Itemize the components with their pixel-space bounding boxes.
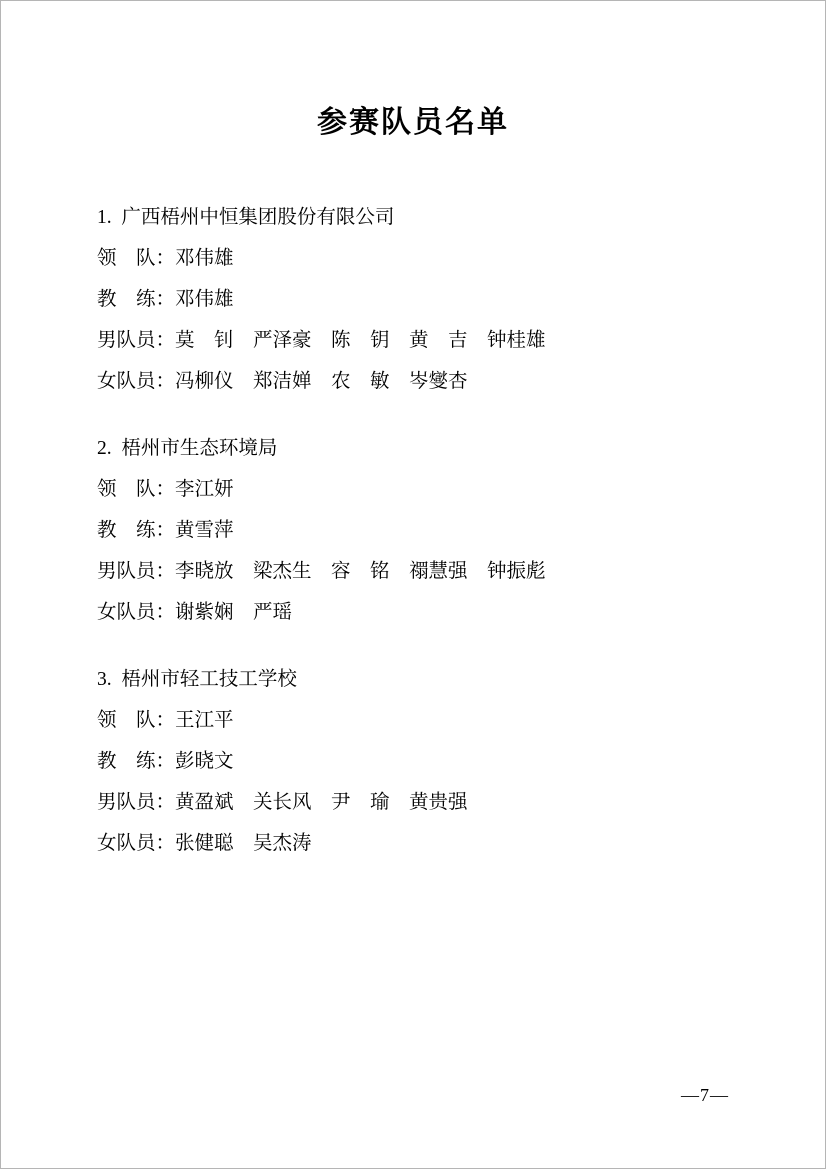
team-heading: 2. 梧州市生态环境局 — [97, 438, 278, 459]
team-female-players-line: 女队员：谢紫娴 严瑶 — [97, 602, 293, 623]
page-title: 参赛队员名单 — [317, 106, 509, 139]
page-number: —7— — [681, 1085, 729, 1105]
team-male-players-line: 男队员：李晓放 梁杰生 容 铭 禤慧强 钟振彪 — [97, 561, 546, 582]
document-body — [1, 197, 825, 864]
team-entry — [97, 428, 729, 633]
team-heading: 3. 梧州市轻工技工学校 — [97, 669, 297, 690]
team-entry — [97, 659, 729, 864]
team-female-players-line: 女队员：冯柳仪 郑洁婵 农 敏 岑燮杏 — [97, 371, 468, 392]
team-leader-line: 领 队：王江平 — [97, 710, 234, 731]
team-coach-line: 教 练：邓伟雄 — [97, 289, 234, 310]
team-coach-line: 教 练：彭晓文 — [97, 751, 234, 772]
team-heading: 1. 广西梧州中恒集团股份有限公司 — [97, 207, 395, 228]
team-coach-line: 教 练：黄雪萍 — [97, 520, 234, 541]
team-leader-line: 领 队：邓伟雄 — [97, 248, 234, 269]
team-entry — [97, 197, 729, 402]
team-male-players-line: 男队员：黄盈斌 关长风 尹 瑜 黄贵强 — [97, 792, 468, 813]
team-leader-line: 领 队：李江妍 — [97, 479, 234, 500]
team-female-players-line: 女队员：张健聪 吴杰涛 — [97, 833, 312, 854]
team-male-players-line: 男队员：莫 钊 严泽豪 陈 钥 黄 吉 钟桂雄 — [97, 330, 546, 351]
